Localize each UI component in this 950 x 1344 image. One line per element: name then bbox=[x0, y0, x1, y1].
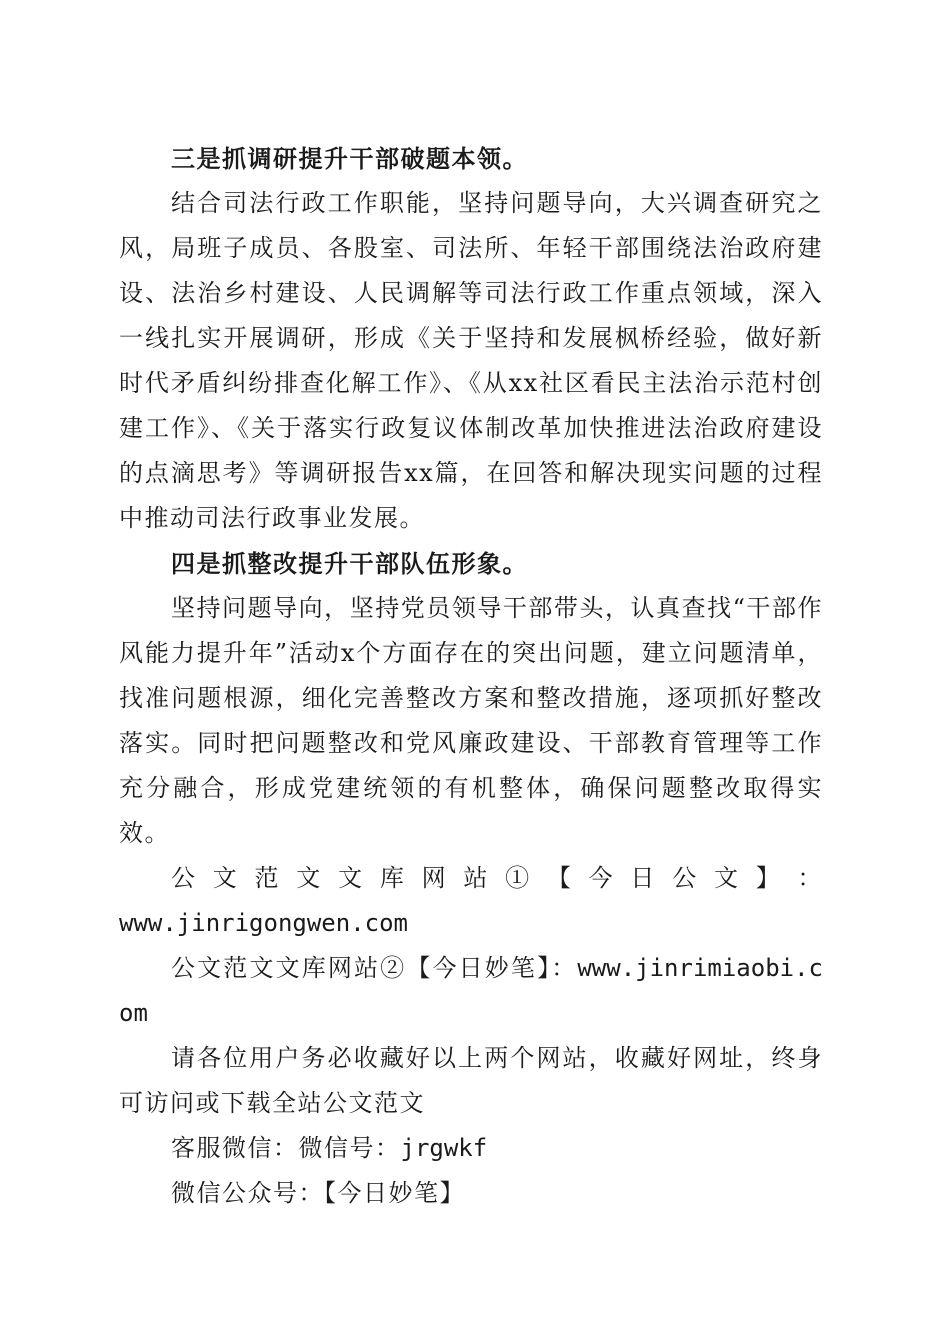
site2-url[interactable]: www.jinrimiaobi.com bbox=[119, 954, 823, 1027]
section3-heading: 三是抓调研提升干部破题本领。 bbox=[171, 144, 528, 173]
wechat-public-account: 微信公众号：【今日妙笔】 bbox=[171, 1179, 465, 1207]
wechat-service-label: 客服微信：微信号： bbox=[171, 1134, 401, 1162]
notice-text: 请各位用户务必收藏好以上两个网站，收藏好网址，终身可访问或下载全站公文范文 bbox=[119, 1044, 823, 1117]
document-page bbox=[119, 136, 823, 1216]
site1-url[interactable]: www.jinrigongwen.com bbox=[119, 909, 408, 937]
section3-body: 结合司法行政工作职能，坚持问题导向，大兴调查研究之风，局班子成员、各股室、司法所、年轻干部围绕法治政府建设、法治乡村建设、人民调解等司法行政工作重点领域，深入一线扎实开展调研，形成《关于坚持和发展枫桥经验，做好新时代矛盾纠纷排查化解工作》、《从xx社区看民主法治示范村创建工作》、《关于落实行政复议体制改革加快推进法治政府建设的点滴思考》等调研报告xx篇，在回答和解决现实问题的过程中推动司法行政事业发展。 bbox=[119, 189, 823, 532]
site2-label: 公文范文文库网站②【今日妙笔】： bbox=[171, 954, 578, 982]
wechat-service-line bbox=[119, 1126, 823, 1171]
section4-heading: 四是抓整改提升干部队伍形象。 bbox=[171, 549, 528, 578]
site1-label: 公 文 范 文 文 库 网 站 ① 【 今 日 公 文 】 ： bbox=[171, 864, 823, 892]
section4-body: 坚持问题导向，坚持党员领导干部带头，认真查找“干部作风能力提升年”活动x个方面存在的突出问题，建立问题清单，找准问题根源，细化完善整改方案和整改措施，逐项抓好整改落实。同时把问题整改和党风廉政建设、干部教育管理等工作充分融合，形成党建统领的有机整体，确保问题整改取得实效。 bbox=[119, 594, 823, 847]
site2-line bbox=[119, 946, 823, 1036]
wechat-service-id: jrgwkf bbox=[400, 1134, 488, 1162]
